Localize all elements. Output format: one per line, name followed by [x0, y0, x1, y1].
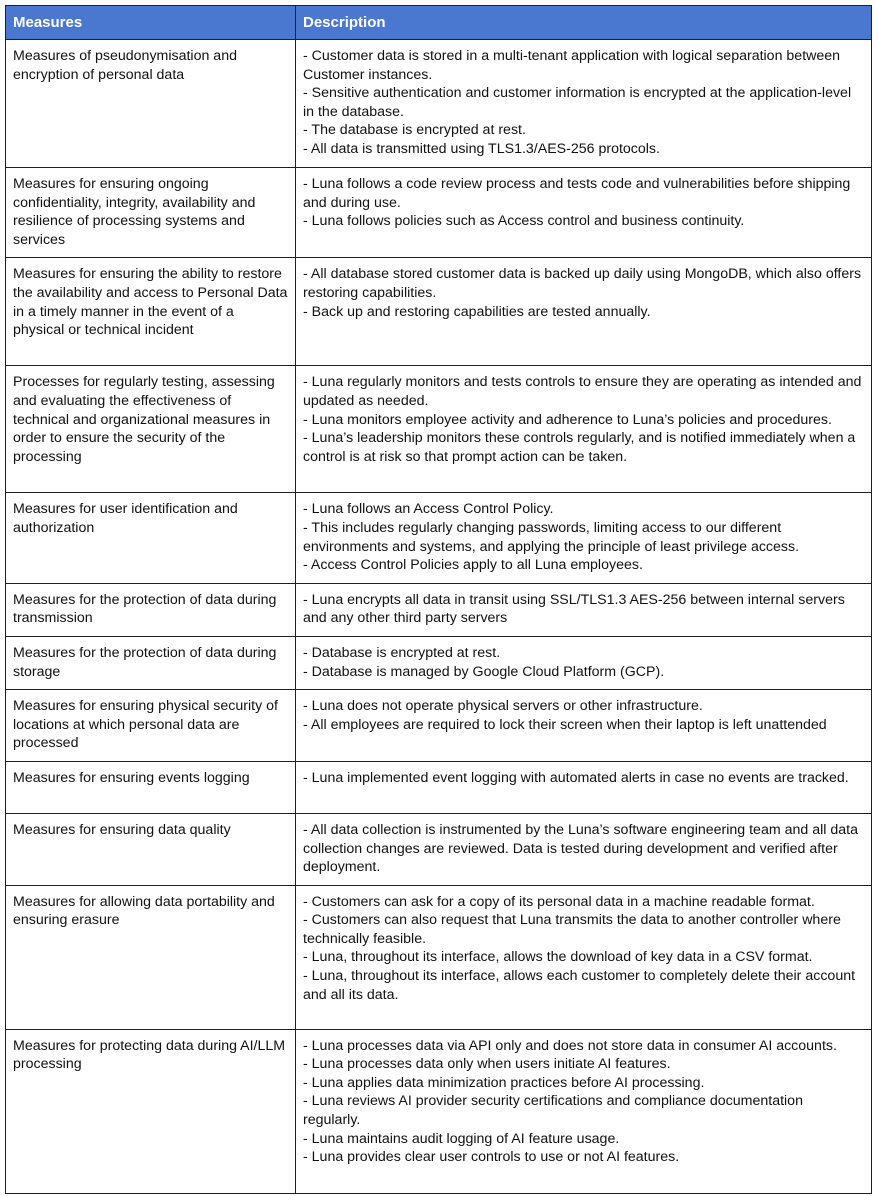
- description-line: - Access Control Policies apply to all Luna employees.: [303, 557, 643, 574]
- description-line: - Database is managed by Google Cloud Platform (GCP).: [303, 663, 665, 680]
- description-line: - Luna reviews AI provider security certifications and compliance documentation regularly.: [303, 1093, 803, 1129]
- description-cell: [296, 761, 872, 813]
- table-body: [6, 40, 872, 1194]
- measure-cell: Measures for ensuring data quality: [6, 813, 296, 885]
- description-cell: [296, 40, 872, 168]
- table-row: [6, 258, 872, 366]
- table-row: [6, 813, 872, 885]
- description-line: - Luna, throughout its interface, allows each customer to completely delete their account and all its data.: [303, 968, 856, 1003]
- measure-cell: Measures for the protection of data during storage: [6, 636, 296, 689]
- description-line: - Luna’s leadership monitors these controls regularly, and is notified immediately when a control is at risk so that prompt action can be taken.: [303, 430, 856, 465]
- measure-cell: Measures for ensuring ongoing confidentiality, integrity, availability and resilience of processing systems and services: [6, 168, 296, 258]
- description-line: - Luna, throughout its interface, allows the download of key data in a CSV format.: [303, 949, 813, 966]
- measure-cell: Measures for protecting data during AI/LLM processing: [6, 1029, 296, 1193]
- table-header-row: [6, 6, 872, 40]
- header-measures: Measures: [6, 6, 296, 40]
- table-row: [6, 168, 872, 258]
- description-line: - Luna regularly monitors and tests controls to ensure they are operating as intended and updated as needed.: [303, 374, 862, 409]
- measure-cell: Measures for ensuring physical security of locations at which personal data are processed: [6, 690, 296, 762]
- measure-cell: Measures for ensuring the ability to restore the availability and access to Personal Data in a timely manner in the event of a physical or technical incident: [6, 258, 296, 366]
- description-line: - Luna does not operate physical servers or other infrastructure.: [303, 698, 703, 715]
- description-line: - Luna applies data minimization practices before AI processing.: [303, 1074, 705, 1091]
- description-cell: [296, 258, 872, 366]
- description-line: - Customers can ask for a copy of its personal data in a machine readable format.: [303, 893, 815, 910]
- description-line: - Luna maintains audit logging of AI feature usage.: [303, 1130, 620, 1147]
- measure-cell: Measures for ensuring events logging: [6, 761, 296, 813]
- description-line: - Back up and restoring capabilities are tested annually.: [303, 303, 651, 320]
- measures-table: [5, 5, 872, 1194]
- header-description: Description: [296, 6, 872, 40]
- description-line: - Customers can also request that Luna transmits the data to another controller where technically feasible.: [303, 912, 841, 947]
- table-row: [6, 636, 872, 689]
- table-row: [6, 366, 872, 493]
- description-cell: [296, 813, 872, 885]
- measure-cell: Measures for allowing data portability and ensuring erasure: [6, 885, 296, 1029]
- description-cell: [296, 636, 872, 689]
- description-line: - Luna encrypts all data in transit using SSL/TLS1.3 AES-256 between internal servers and any other third party servers: [303, 591, 845, 627]
- description-cell: [296, 168, 872, 258]
- measure-cell: Processes for regularly testing, assessing and evaluating the effectiveness of technical and organizational measures in order to ensure the security of the processing: [6, 366, 296, 493]
- description-line: - Luna provides clear user controls to use or not AI features.: [303, 1149, 680, 1166]
- description-line: - Luna follows a code review process and tests code and vulnerabilities before shipping and during use.: [303, 176, 851, 211]
- description-cell: [296, 1029, 872, 1193]
- table-row: [6, 690, 872, 762]
- description-line: - Luna implemented event logging with automated alerts in case no events are tracked.: [303, 769, 849, 786]
- description-line: - Customer data is stored in a multi-tenant application with logical separation between Customer instances.: [303, 48, 841, 83]
- description-line: - All data is transmitted using TLS1.3/AES-256 protocols.: [303, 140, 660, 157]
- measure-cell: Measures for user identification and authorization: [6, 493, 296, 583]
- description-line: - Sensitive authentication and customer information is encrypted at the application-level in the database.: [303, 85, 852, 120]
- table-row: [6, 1029, 872, 1193]
- description-line: - Luna follows policies such as Access control and business continuity.: [303, 213, 745, 230]
- description-line: - Luna follows an Access Control Policy.: [303, 501, 554, 518]
- measure-cell: Measures of pseudonymisation and encryption of personal data: [6, 40, 296, 168]
- description-line: - The database is encrypted at rest.: [303, 122, 526, 139]
- description-cell: [296, 690, 872, 762]
- description-line: - Luna processes data only when users initiate AI features.: [303, 1056, 671, 1073]
- description-line: - Luna monitors employee activity and adherence to Luna’s policies and procedures.: [303, 411, 832, 428]
- table-row: [6, 885, 872, 1029]
- description-line: - All employees are required to lock their screen when their laptop is left unattended: [303, 716, 827, 733]
- description-line: - All data collection is instrumented by the Luna’s software engineering team and all data collection changes are reviewed. Data is tested during development and verified after deployment.: [303, 821, 858, 876]
- table-row: [6, 761, 872, 813]
- description-line: - This includes regularly changing passwords, limiting access to our different environments and systems, and applying the principle of least privilege access.: [303, 519, 800, 555]
- description-line: - Luna processes data via API only and does not store data in consumer AI accounts.: [303, 1037, 837, 1054]
- description-line: - Database is encrypted at rest.: [303, 644, 501, 661]
- description-line: - All database stored customer data is backed up daily using MongoDB, which also offers restoring capabilities.: [303, 266, 862, 301]
- table-row: [6, 493, 872, 583]
- description-cell: [296, 366, 872, 493]
- description-cell: [296, 583, 872, 636]
- measure-cell: Measures for the protection of data during transmission: [6, 583, 296, 636]
- description-cell: [296, 493, 872, 583]
- table-row: [6, 40, 872, 168]
- description-cell: [296, 885, 872, 1029]
- table-row: [6, 583, 872, 636]
